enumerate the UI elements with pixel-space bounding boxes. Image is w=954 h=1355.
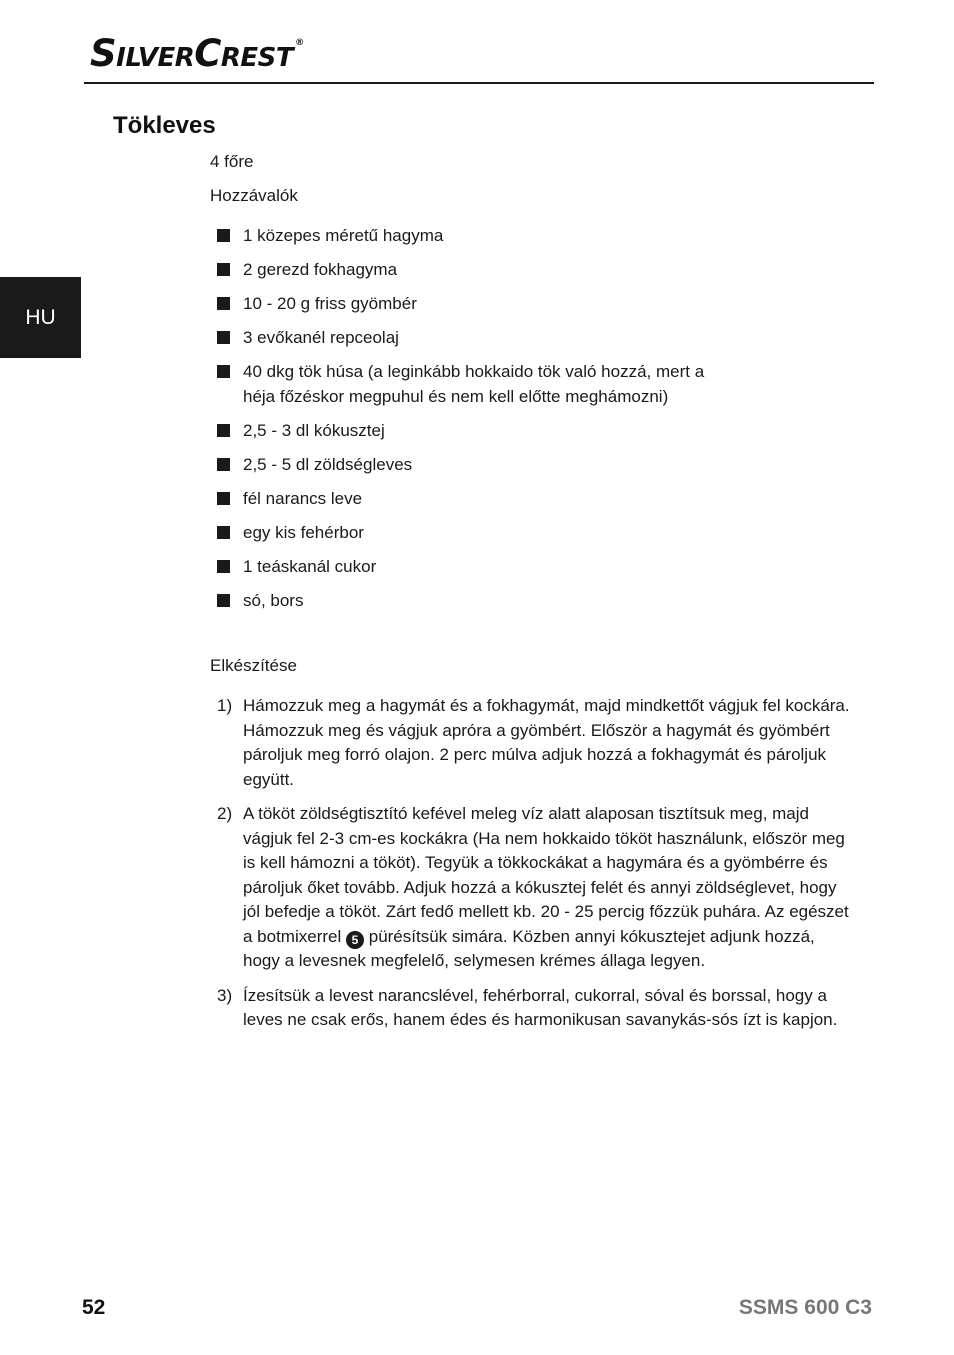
step-number: 1) (217, 696, 233, 715)
step-text-continued: pürésítsük simára. Közben annyi kókusztejet adjunk hozzá, hogy a levesnek megfelelő, selymesen krémes állaga legyen. (243, 926, 815, 970)
ingredient-text: fél narancs leve (243, 488, 363, 508)
language-tab (0, 277, 81, 358)
ingredient-item (210, 360, 723, 409)
square-bullet-icon (217, 458, 230, 471)
ingredient-item (210, 224, 830, 249)
ingredient-item (210, 555, 830, 580)
ingredient-text: 40 dkg tök húsa (a leginkább hokkaido tök való hozzá, mert a héja főzéskor megpuhul és nem kell előtte meghámozni) (243, 362, 705, 406)
circled-number-icon: 5 (346, 931, 364, 949)
silvercrest-logo (90, 32, 304, 75)
recipe-title: Tökleves (113, 112, 216, 139)
logo-letters: REST (220, 43, 294, 73)
ingredient-text: 1 teáskanál cukor (243, 556, 377, 576)
square-bullet-icon (217, 263, 230, 276)
model-number: SSMS 600 C3 (738, 1296, 872, 1319)
ingredient-text: 1 közepes méretű hagyma (243, 226, 444, 245)
ingredient-text: só, bors (243, 590, 304, 610)
logo-letters: ILVER (116, 43, 195, 73)
ingredient-item (210, 292, 830, 317)
header-rule (84, 82, 874, 84)
step-text: Ízesítsük a levest narancslével, fehérborral, cukorral, sóval és borssal, hogy a leves ne csak erős, hanem édes és harmonikusan savanykás-sós ízt is kapjon. (243, 985, 838, 1029)
preparation-steps (210, 694, 850, 1043)
ingredient-text: 2,5 - 3 dl kókusztej (243, 420, 385, 440)
logo-letter: S (90, 32, 117, 75)
logo-letter: C (194, 32, 221, 75)
registered-mark: ® (295, 38, 304, 48)
ingredient-text: 10 - 20 g friss gyömbér (243, 294, 417, 313)
square-bullet-icon (217, 492, 230, 505)
square-bullet-icon (217, 560, 230, 573)
step-text: A tököt zöldségtisztító kefével meleg víz alatt alaposan tisztítsuk meg, majd vágjuk fel 2-3 cm-es kockákra (Ha nem hokkaido tököt használunk, először meg is kell hámozni a tököt). Tegyük a tökkockákat a hagymára és a gyömbérre és pároljuk őket tovább. Adjuk hozzá a kókusztej felét és annyi zöldséglevet, hogy jól befedje a tököt. Zárt fedő mellett kb. 20 - 25 percig főzzük puhára. Az egészet a botmixerrel (243, 804, 849, 946)
square-bullet-icon (217, 365, 230, 378)
ingredient-item (210, 521, 830, 546)
square-bullet-icon (217, 297, 230, 310)
ingredient-item (210, 419, 830, 444)
step-text: Hámozzuk meg a hagymát és a fokhagymát, majd mindkettőt vágjuk fel kockára. Hámozzuk meg és vágjuk apróra a gyömbért. Először a hagymát és gyömbért pároljuk meg forró olajon. 2 perc múlva adjuk hozzá a fokhagymát és pároljuk együtt. (243, 696, 850, 789)
language-tab-label: HU (25, 305, 56, 329)
square-bullet-icon (217, 526, 230, 539)
ingredient-text: egy kis fehérbor (243, 522, 364, 542)
square-bullet-icon (217, 424, 230, 437)
step-number: 3) (217, 985, 233, 1005)
square-bullet-icon (217, 594, 230, 607)
ingredient-item (210, 453, 830, 478)
ingredient-text: 3 evőkanél repceolaj (243, 328, 399, 347)
step-item (210, 694, 850, 792)
ingredient-text: 2 gerezd fokhagyma (243, 260, 398, 279)
ingredient-text: 2,5 - 5 dl zöldségleves (243, 454, 413, 474)
servings: 4 főre (210, 152, 254, 171)
page-number: 52 (82, 1296, 106, 1319)
step-item (210, 984, 850, 1033)
step-number: 2) (217, 804, 233, 823)
ingredient-item (210, 589, 830, 614)
square-bullet-icon (217, 331, 230, 344)
ingredients-list (210, 224, 830, 623)
square-bullet-icon (217, 229, 230, 242)
ingredient-item (210, 258, 830, 283)
preparation-heading: Elkészítése (210, 656, 297, 675)
step-item (210, 802, 850, 974)
ingredient-item (210, 326, 830, 351)
ingredients-heading: Hozzávalók (210, 186, 298, 205)
ingredient-item (210, 487, 830, 512)
